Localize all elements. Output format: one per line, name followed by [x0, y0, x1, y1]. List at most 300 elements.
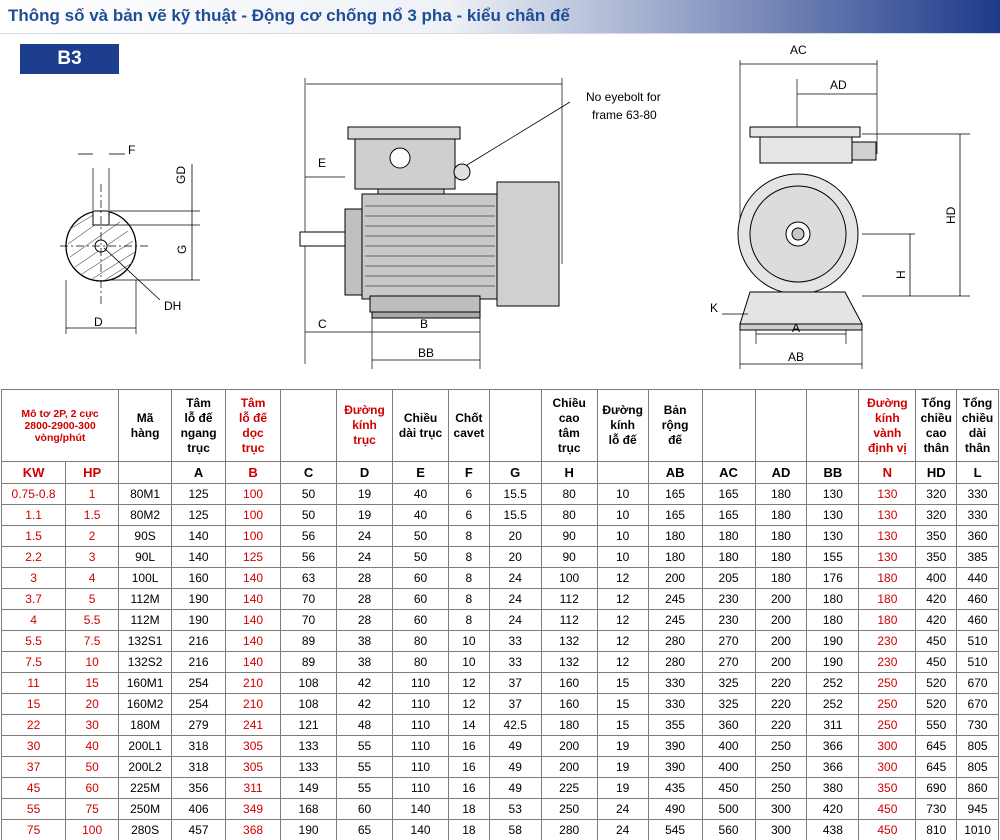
table-cell: 550: [916, 715, 957, 736]
table-cell: 58: [489, 820, 541, 840]
table-cell: 400: [702, 757, 755, 778]
table-cell: 305: [226, 736, 281, 757]
header-cell: Chiều cao tâm trục: [541, 390, 597, 462]
header-cell: Mô tơ 2P, 2 cực 2800-2900-300 vòng/phút: [2, 390, 119, 462]
table-cell: 160: [172, 568, 226, 589]
table-cell: 279: [172, 715, 226, 736]
header-cell: [807, 390, 859, 462]
table-cell: 56: [281, 547, 337, 568]
dim-label-k: K: [710, 301, 719, 315]
table-cell: 190: [172, 589, 226, 610]
table-cell: 670: [957, 694, 999, 715]
table-cell: 55: [337, 757, 393, 778]
header-cell: [489, 390, 541, 462]
table-cell: 12: [597, 631, 648, 652]
table-cell: 80: [393, 652, 449, 673]
header-cell: Đường kính lỗ đế: [597, 390, 648, 462]
dim-label-e: E: [318, 156, 327, 170]
table-cell: 6: [449, 484, 490, 505]
table-cell: 37: [2, 757, 66, 778]
table-cell: 805: [957, 736, 999, 757]
table-cell: 24: [597, 820, 648, 840]
table-cell: 130: [859, 505, 916, 526]
table-cell: 12: [449, 673, 490, 694]
table-cell: 140: [172, 547, 226, 568]
table-cell: 133: [281, 757, 337, 778]
table-cell: 6: [449, 505, 490, 526]
motor-side-view: [300, 78, 570, 369]
table-cell: 80M2: [119, 505, 172, 526]
table-cell: 38: [337, 652, 393, 673]
table-cell: 19: [597, 778, 648, 799]
column-code-cell: KW: [2, 462, 66, 484]
table-cell: 406: [172, 799, 226, 820]
dim-label-f: F: [128, 143, 136, 157]
drawing-note-line2: frame 63-80: [592, 108, 657, 122]
dim-label-gd: GD: [174, 166, 188, 184]
table-cell: 200: [755, 610, 807, 631]
table-cell: 100: [541, 568, 597, 589]
table-cell: 810: [916, 820, 957, 840]
table-cell: 168: [281, 799, 337, 820]
table-row: [2, 757, 999, 778]
table-cell: 450: [859, 799, 916, 820]
header-cell: Đường kính vành định vị: [859, 390, 916, 462]
table-cell: 250: [755, 757, 807, 778]
table-cell: 140: [393, 799, 449, 820]
dim-label-d: D: [94, 315, 103, 329]
table-cell: 180: [541, 715, 597, 736]
table-cell: 130: [807, 505, 859, 526]
table-cell: 460: [957, 610, 999, 631]
table-cell: 250: [859, 673, 916, 694]
table-cell: 140: [226, 631, 281, 652]
table-cell: 176: [807, 568, 859, 589]
table-cell: 2.2: [2, 547, 66, 568]
table-row: [2, 505, 999, 526]
table-cell: 220: [755, 694, 807, 715]
table-cell: 200: [648, 568, 702, 589]
table-cell: 510: [957, 652, 999, 673]
table-cell: 40: [66, 736, 119, 757]
table-cell: 440: [957, 568, 999, 589]
table-cell: 112M: [119, 589, 172, 610]
table-cell: 20: [489, 547, 541, 568]
table-cell: 305: [226, 757, 281, 778]
table-cell: 110: [393, 778, 449, 799]
table-cell: 110: [393, 673, 449, 694]
table-cell: 460: [957, 589, 999, 610]
table-cell: 10: [597, 505, 648, 526]
table-cell: 545: [648, 820, 702, 840]
table-cell: 30: [2, 736, 66, 757]
table-cell: 510: [957, 631, 999, 652]
table-body: [2, 484, 999, 840]
table-cell: 330: [957, 505, 999, 526]
table-cell: 24: [337, 526, 393, 547]
table-cell: 366: [807, 757, 859, 778]
table-cell: 180: [755, 547, 807, 568]
table-cell: 241: [226, 715, 281, 736]
column-code-cell: AC: [702, 462, 755, 484]
table-cell: 7.5: [66, 631, 119, 652]
table-cell: 19: [337, 505, 393, 526]
table-cell: 48: [337, 715, 393, 736]
table-cell: 60: [393, 589, 449, 610]
table-cell: 225: [541, 778, 597, 799]
table-cell: 450: [859, 820, 916, 840]
column-code-cell: L: [957, 462, 999, 484]
column-code-cell: BB: [807, 462, 859, 484]
table-cell: 180: [859, 610, 916, 631]
column-code-cell: HD: [916, 462, 957, 484]
table-cell: 250: [859, 694, 916, 715]
motor-front-view: [722, 60, 970, 369]
table-cell: 252: [807, 694, 859, 715]
table-cell: 438: [807, 820, 859, 840]
table-cell: 100: [226, 505, 281, 526]
table-cell: 670: [957, 673, 999, 694]
table-cell: 42: [337, 673, 393, 694]
table-cell: 325: [702, 673, 755, 694]
table-row: [2, 589, 999, 610]
table-cell: 450: [916, 631, 957, 652]
table-cell: 28: [337, 589, 393, 610]
table-cell: 300: [859, 736, 916, 757]
table-cell: 100: [226, 526, 281, 547]
table-cell: 5.5: [2, 631, 66, 652]
table-cell: 50: [66, 757, 119, 778]
table-cell: 50: [393, 526, 449, 547]
table-row: [2, 820, 999, 840]
table-cell: 49: [489, 757, 541, 778]
table-cell: 225M: [119, 778, 172, 799]
table-cell: 33: [489, 631, 541, 652]
table-cell: 318: [172, 736, 226, 757]
table-cell: 216: [172, 631, 226, 652]
table-cell: 140: [226, 652, 281, 673]
table-cell: 220: [755, 715, 807, 736]
model-badge: B3: [20, 44, 119, 74]
table-cell: 350: [916, 547, 957, 568]
table-cell: 90L: [119, 547, 172, 568]
table-cell: 390: [648, 736, 702, 757]
table-cell: 20: [489, 526, 541, 547]
table-cell: 200: [541, 757, 597, 778]
table-cell: 140: [226, 589, 281, 610]
table-cell: 490: [648, 799, 702, 820]
table-cell: 349: [226, 799, 281, 820]
table-cell: 420: [807, 799, 859, 820]
table-cell: 121: [281, 715, 337, 736]
table-cell: 520: [916, 694, 957, 715]
table-cell: 280: [648, 652, 702, 673]
table-cell: 33: [489, 652, 541, 673]
table-cell: 3: [66, 547, 119, 568]
table-cell: 280: [541, 820, 597, 840]
table-cell: 330: [957, 484, 999, 505]
header-bar: [0, 0, 1000, 34]
table-row: [2, 547, 999, 568]
table-cell: 140: [172, 526, 226, 547]
table-cell: 560: [702, 820, 755, 840]
table-cell: 180: [859, 589, 916, 610]
table-row: [2, 694, 999, 715]
table-cell: 190: [807, 652, 859, 673]
table-cell: 75: [2, 820, 66, 840]
table-row: [2, 484, 999, 505]
table-cell: 180: [807, 589, 859, 610]
table-cell: 252: [807, 673, 859, 694]
table-cell: 270: [702, 631, 755, 652]
table-cell: 140: [226, 568, 281, 589]
table-cell: 230: [859, 631, 916, 652]
table-row: [2, 568, 999, 589]
table-cell: 250: [859, 715, 916, 736]
header-cell: Tổng chiều cao thân: [916, 390, 957, 462]
table-cell: 110: [393, 757, 449, 778]
spec-table: [1, 389, 999, 840]
table-cell: 645: [916, 736, 957, 757]
table-cell: 160: [541, 673, 597, 694]
table-cell: 160: [541, 694, 597, 715]
table-cell: 38: [337, 631, 393, 652]
table-cell: 320: [916, 505, 957, 526]
table-cell: 132: [541, 652, 597, 673]
table-cell: 245: [648, 610, 702, 631]
table-cell: 133: [281, 736, 337, 757]
table-cell: 230: [702, 589, 755, 610]
table-cell: 24: [489, 610, 541, 631]
table-cell: 180: [755, 505, 807, 526]
table-cell: 180: [755, 526, 807, 547]
table-cell: 10: [449, 631, 490, 652]
table-cell: 10: [66, 652, 119, 673]
table-cell: 180: [807, 610, 859, 631]
table-cell: 80: [393, 631, 449, 652]
table-cell: 100: [226, 484, 281, 505]
table-row: [2, 715, 999, 736]
table-cell: 132S1: [119, 631, 172, 652]
table-cell: 1.5: [2, 526, 66, 547]
table-cell: 400: [916, 568, 957, 589]
table-row: [2, 526, 999, 547]
table-cell: 200: [755, 589, 807, 610]
table-cell: 730: [957, 715, 999, 736]
table-cell: 8: [449, 589, 490, 610]
table-cell: 65: [337, 820, 393, 840]
column-code-cell: E: [393, 462, 449, 484]
table-cell: 15: [597, 694, 648, 715]
table-cell: 325: [702, 694, 755, 715]
column-code-cell: B: [226, 462, 281, 484]
table-cell: 380: [807, 778, 859, 799]
header-cell: Mã hàng: [119, 390, 172, 462]
table-cell: 450: [702, 778, 755, 799]
table-cell: 15.5: [489, 484, 541, 505]
column-code-cell: D: [337, 462, 393, 484]
table-cell: 860: [957, 778, 999, 799]
table-cell: 645: [916, 757, 957, 778]
table-cell: 130: [859, 484, 916, 505]
table-cell: 180: [648, 547, 702, 568]
table-cell: 45: [2, 778, 66, 799]
table-cell: 1: [66, 484, 119, 505]
table-cell: 140: [226, 610, 281, 631]
table-cell: 690: [916, 778, 957, 799]
table-cell: 435: [648, 778, 702, 799]
table-cell: 24: [337, 547, 393, 568]
table-cell: 250: [541, 799, 597, 820]
table-cell: 55: [2, 799, 66, 820]
table-row: [2, 652, 999, 673]
table-cell: 5: [66, 589, 119, 610]
table-cell: 400: [702, 736, 755, 757]
table-cell: 110: [393, 694, 449, 715]
table-cell: 200L1: [119, 736, 172, 757]
column-code-cell: H: [541, 462, 597, 484]
dim-label-h: H: [894, 270, 908, 279]
table-cell: 89: [281, 652, 337, 673]
table-cell: 8: [449, 547, 490, 568]
table-cell: 30: [66, 715, 119, 736]
table-cell: 14: [449, 715, 490, 736]
table-cell: 155: [807, 547, 859, 568]
table-cell: 90: [541, 547, 597, 568]
dim-label-ab: AB: [788, 350, 805, 364]
table-cell: 19: [337, 484, 393, 505]
table-cell: 420: [916, 589, 957, 610]
dim-label-bb: BB: [418, 346, 435, 360]
header-cell: Đường kính trục: [337, 390, 393, 462]
column-code-cell: HP: [66, 462, 119, 484]
table-cell: 8: [449, 526, 490, 547]
column-code-cell: A: [172, 462, 226, 484]
table-cell: 165: [648, 484, 702, 505]
table-cell: 1.5: [66, 505, 119, 526]
table-cell: 330: [648, 673, 702, 694]
table-cell: 24: [489, 568, 541, 589]
dim-label-hd: HD: [944, 206, 958, 224]
table-cell: 10: [597, 547, 648, 568]
table-row: [2, 799, 999, 820]
table-cell: 15: [2, 694, 66, 715]
table-cell: 500: [702, 799, 755, 820]
table-cell: 55: [337, 736, 393, 757]
table-cell: 385: [957, 547, 999, 568]
table-cell: 40: [393, 484, 449, 505]
table-cell: 19: [597, 757, 648, 778]
page-title: Thông số và bản vẽ kỹ thuật - Động cơ chống nổ 3 pha - kiểu chân đế: [8, 6, 570, 25]
table-cell: 18: [449, 820, 490, 840]
header-cell: Tâm lỗ đế ngang trục: [172, 390, 226, 462]
dim-label-ad: AD: [830, 78, 847, 92]
table-cell: 24: [597, 799, 648, 820]
dim-label-ac: AC: [790, 43, 807, 57]
table-cell: 200: [541, 736, 597, 757]
table-cell: 320: [916, 484, 957, 505]
table-cell: 90: [541, 526, 597, 547]
table-cell: 180M: [119, 715, 172, 736]
table-cell: 230: [859, 652, 916, 673]
table-cell: 300: [859, 757, 916, 778]
table-cell: 1.1: [2, 505, 66, 526]
dim-label-c: C: [318, 317, 327, 331]
header-cell: Bản rộng đế: [648, 390, 702, 462]
header-cell: Chốt cavet: [449, 390, 490, 462]
table-cell: 89: [281, 631, 337, 652]
table-cell: 80: [541, 484, 597, 505]
table-cell: 0.75-0.8: [2, 484, 66, 505]
table-row: [2, 778, 999, 799]
header-cell: Tổng chiều dài thân: [957, 390, 999, 462]
table-cell: 112M: [119, 610, 172, 631]
table-cell: 160M2: [119, 694, 172, 715]
table-cell: 15.5: [489, 505, 541, 526]
table-cell: 5.5: [66, 610, 119, 631]
header-cell: Tâm lỗ đế dọc trục: [226, 390, 281, 462]
table-cell: 108: [281, 694, 337, 715]
table-cell: 165: [648, 505, 702, 526]
table-cell: 180: [702, 547, 755, 568]
table-cell: 355: [648, 715, 702, 736]
dim-label-g: G: [175, 244, 189, 254]
table-cell: 945: [957, 799, 999, 820]
table-cell: 300: [755, 799, 807, 820]
table-cell: 130: [859, 547, 916, 568]
table-cell: 200: [755, 652, 807, 673]
table-cell: 180: [648, 526, 702, 547]
table-cell: 53: [489, 799, 541, 820]
table-cell: 110: [393, 736, 449, 757]
table-cell: 200L2: [119, 757, 172, 778]
table-cell: 50: [393, 547, 449, 568]
table-cell: 730: [916, 799, 957, 820]
table-row: [2, 631, 999, 652]
table-cell: 4: [66, 568, 119, 589]
table-cell: 12: [597, 610, 648, 631]
table-cell: 70: [281, 589, 337, 610]
table-cell: 180: [755, 484, 807, 505]
table-cell: 280S: [119, 820, 172, 840]
table-cell: 160M1: [119, 673, 172, 694]
table-cell: 28: [337, 610, 393, 631]
table-cell: 350: [916, 526, 957, 547]
table-cell: 125: [172, 484, 226, 505]
table-cell: 130: [807, 484, 859, 505]
header-cell: [281, 390, 337, 462]
table-cell: 180: [755, 568, 807, 589]
table-cell: 100: [66, 820, 119, 840]
table-cell: 4: [2, 610, 66, 631]
header-cell: [702, 390, 755, 462]
table-cell: 56: [281, 526, 337, 547]
table-cell: 28: [337, 568, 393, 589]
table-cell: 356: [172, 778, 226, 799]
table-cell: 254: [172, 694, 226, 715]
table-cell: 19: [597, 736, 648, 757]
drawing-svg: [0, 34, 1000, 390]
table-cell: 12: [449, 694, 490, 715]
table-cell: 12: [597, 652, 648, 673]
table-cell: 220: [755, 673, 807, 694]
table-cell: 60: [393, 610, 449, 631]
table-cell: 300: [755, 820, 807, 840]
table-cell: 42: [337, 694, 393, 715]
table-cell: 132S2: [119, 652, 172, 673]
header-cell: [755, 390, 807, 462]
table-cell: 37: [489, 673, 541, 694]
